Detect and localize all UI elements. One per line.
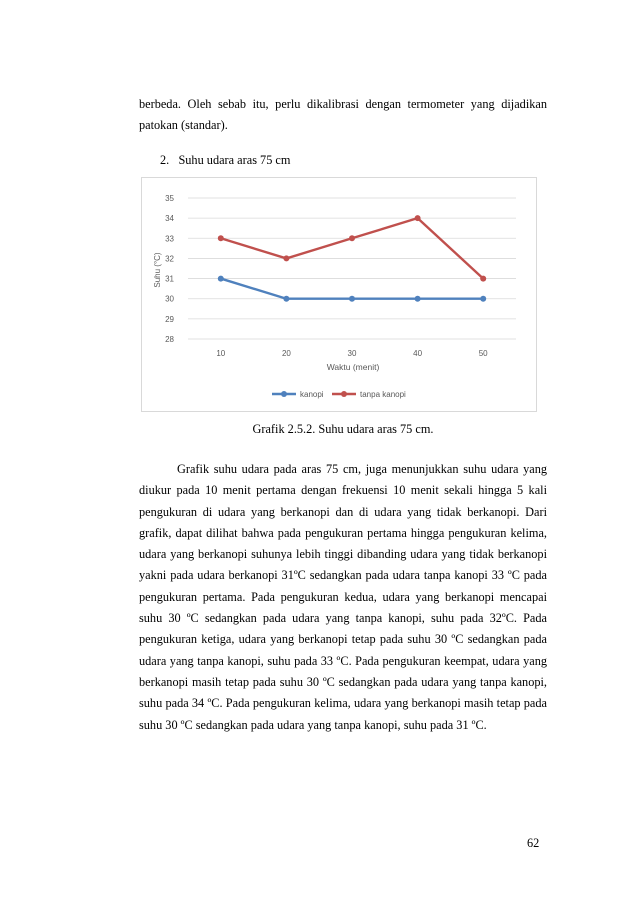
y-tick-label: 33 — [165, 234, 174, 244]
chart-x-ticks — [216, 349, 488, 358]
x-tick-label: 40 — [413, 349, 423, 358]
data-point — [415, 296, 421, 302]
data-point — [349, 296, 355, 302]
section-heading: 2. Suhu udara aras 75 cm — [160, 153, 291, 167]
data-point — [349, 235, 355, 241]
y-tick-label: 35 — [165, 194, 174, 203]
legend-swatch-marker — [281, 391, 287, 397]
y-axis-label: Suhu (°C) — [153, 252, 162, 288]
x-axis-label: Waktu (menit) — [326, 362, 380, 372]
data-point — [480, 276, 486, 282]
y-tick-label: 29 — [165, 314, 174, 324]
x-tick-label: 30 — [347, 349, 357, 358]
data-point — [283, 296, 289, 302]
series-line-2 — [221, 218, 483, 278]
body-paragraph: Grafik suhu udara pada aras 75 cm, juga menunjukkan suhu udara yang diukur pada 10 menit pertama dengan frekuensi 10 menit sekali hingga 5 kali pengukuran di udara yang berkanopi dan di udara yang tidak berkanopi. Dari grafik, dapat dilihat bahwa pada pengukuran pertama hingga pengukuran kelima, udara yang berkanopi suhunya lebih tinggi dibanding udara yang tidak berkanopi yakni pada udara berkanopi 31ºC sedangkan pada udara tanpa kanopi 33 ºC pada pengukuran pertama. Pada pengukuran kedua, udara yang berkanopi mencapai suhu 30 ºC sedangkan pada udara yang tanpa kanopi, suhu pada 32ºC. Pada pengukuran ketiga, udara yang berkanopi tetap pada suhu 30 ºC sedangkan pada udara yang tanpa kanopi, suhu pada 33 ºC. Pada pengukuran keempat, udara yang berkanopi masih tetap pada suhu 30 ºC sedangkan pada udara yang tanpa kanopi, suhu pada 34 ºC. Pada pengukuran kelima, udara yang berkanopi masih tetap pada suhu 30 ºC sedangkan pada udara yang tanpa kanopi, suhu pada 31 ºC. — [139, 462, 547, 732]
y-tick-label: 28 — [165, 335, 174, 344]
page-number: 62 — [527, 836, 540, 850]
data-point — [218, 276, 224, 282]
data-point — [218, 235, 224, 241]
legend-label: tanpa kanopi — [360, 390, 406, 399]
y-tick-label: 32 — [165, 254, 174, 264]
legend-swatch-marker — [341, 391, 347, 397]
x-tick-label: 50 — [478, 349, 488, 358]
figure-caption: Grafik 2.5.2. Suhu udara aras 75 cm. — [252, 422, 434, 436]
chart-y-ticks — [165, 194, 174, 344]
data-point — [283, 255, 289, 261]
chart-gridlines — [188, 198, 516, 339]
intro-paragraph: berbeda. Oleh sebab itu, perlu dikalibrasi dengan termometer yang dijadikan patokan (standar). — [139, 97, 547, 132]
data-point — [480, 296, 486, 302]
data-point — [415, 215, 421, 221]
x-tick-label: 10 — [216, 349, 226, 358]
x-tick-label: 20 — [281, 349, 291, 358]
y-tick-label: 31 — [165, 274, 174, 284]
legend-label: kanopi — [300, 390, 324, 399]
chart-svg — [142, 178, 536, 411]
chart-legend — [272, 390, 406, 399]
series-line-1 — [221, 279, 483, 299]
temperature-line-chart — [141, 177, 537, 412]
y-tick-label: 34 — [165, 214, 174, 224]
y-tick-label: 30 — [165, 294, 174, 304]
